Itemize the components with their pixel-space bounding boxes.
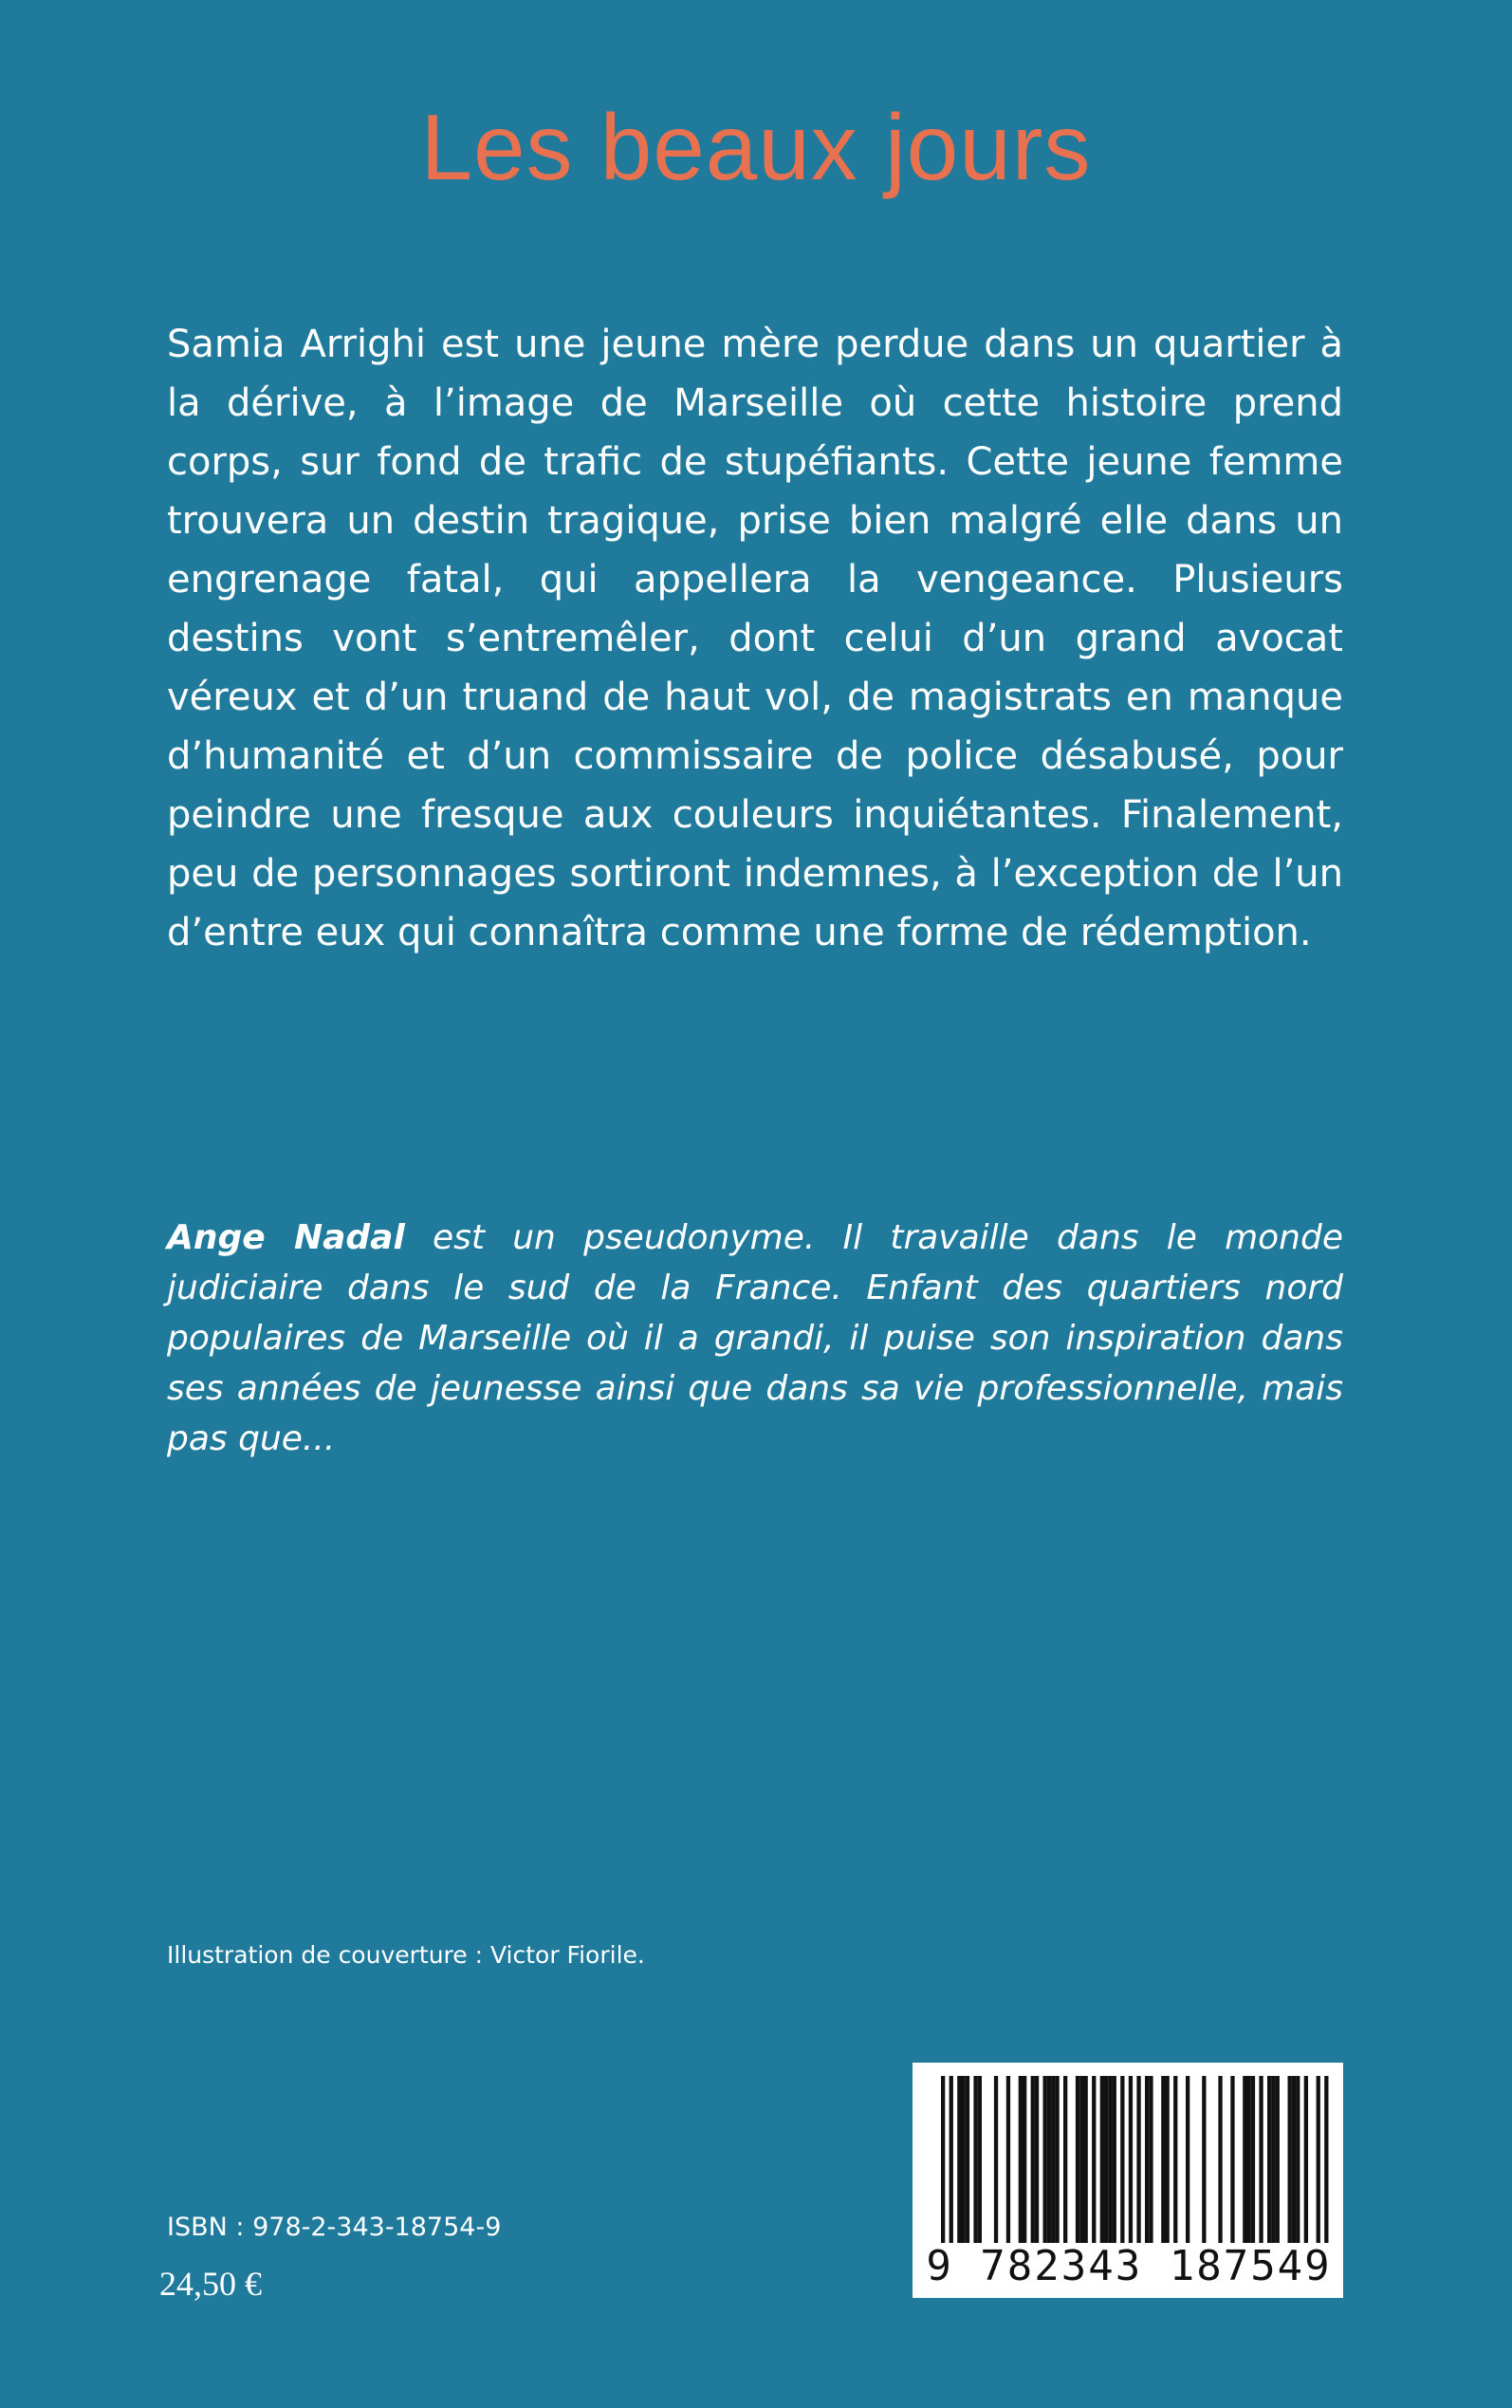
barcode-bar — [994, 2076, 998, 2247]
barcode-bar — [1100, 2076, 1104, 2247]
barcode-bar — [1218, 2076, 1222, 2247]
barcode-bar — [1271, 2076, 1275, 2247]
barcode-digits: 9 782343 187549 — [926, 2242, 1332, 2290]
barcode-bar — [1104, 2076, 1108, 2247]
barcode-bar — [1063, 2076, 1067, 2247]
barcode-bar — [1047, 2076, 1051, 2247]
barcode-bar — [941, 2076, 945, 2247]
barcode-bar — [1173, 2076, 1177, 2247]
barcode — [913, 2063, 1343, 2298]
barcode-bar — [1324, 2076, 1328, 2247]
barcode-bar — [1166, 2076, 1170, 2247]
author-name: Ange Nadal — [167, 1218, 405, 1257]
barcode-bar — [1292, 2076, 1296, 2247]
barcode-bar — [1243, 2076, 1246, 2247]
barcode-bar — [1276, 2076, 1280, 2247]
barcode-bar — [1076, 2076, 1079, 2247]
barcode-bar — [1051, 2076, 1055, 2247]
barcode-bar — [1259, 2076, 1263, 2247]
barcode-bar — [1288, 2076, 1292, 2247]
barcode-bar — [1108, 2076, 1112, 2247]
barcode-bar — [1023, 2076, 1026, 2247]
synopsis-text: Samia Arrighi est une jeune mère perdue dans un quartier à la dérive, à l’image de Marseille où cette histoire prend corps, sur fond de trafic de stupéfiants. Cette jeune femme trouvera un destin tragique, prise bien malgré elle dans un engrenage fatal, qui appellera la vengeance. Plusieurs destins vont s’entremêler, dont celui d’un grand avocat véreux et d’un truand de haut vol, de magistrats en manque d’humanité et d’un commissaire de police désabusé, pour peindre une fresque aux couleurs inquiétantes. Finalement, peu de personnages sortiront indemnes, à l’exception de l’un d’entre eux qui connaîtra comme une forme de rédemption. — [167, 323, 1343, 954]
barcode-bar — [1304, 2076, 1308, 2247]
barcode-bar — [1202, 2076, 1206, 2247]
barcode-bar — [1251, 2076, 1255, 2247]
barcode-bar — [1230, 2076, 1234, 2247]
barcode-bar — [1161, 2076, 1165, 2247]
barcode-bar — [973, 2076, 977, 2247]
barcode-bar — [1055, 2076, 1059, 2247]
barcode-bar — [1031, 2076, 1035, 2247]
barcode-bar — [1145, 2076, 1149, 2247]
barcode-bar — [966, 2076, 969, 2247]
barcode-bar — [1092, 2076, 1096, 2247]
author-bio — [167, 1213, 1343, 1464]
barcode-bar — [1019, 2076, 1023, 2247]
barcode-bar — [1120, 2076, 1124, 2247]
barcode-bar — [1006, 2076, 1010, 2247]
barcode-bar — [1035, 2076, 1039, 2247]
book-title: Les beaux jours — [420, 95, 1092, 199]
barcode-bar — [1267, 2076, 1271, 2247]
author-bio-text: est un pseudonyme. Il travaille dans le monde judiciaire dans le sud de la France. Enfant des quartiers nord populaires de Marseille où il a grandi, il puise son inspiration dans ses années de jeunesse ainsi que dans sa vie professionnelle, mais pas que... — [167, 1218, 1343, 1458]
barcode-bar — [1149, 2076, 1152, 2247]
barcode-bar — [950, 2076, 953, 2247]
barcode-bar — [1247, 2076, 1251, 2247]
barcode-bar — [1129, 2076, 1133, 2247]
barcode-bar — [978, 2076, 982, 2247]
barcode-bar — [1186, 2076, 1189, 2247]
barcode-bar — [1136, 2076, 1140, 2247]
barcode-bar — [957, 2076, 961, 2247]
barcode-bar — [1113, 2076, 1116, 2247]
barcode-bar — [962, 2076, 966, 2247]
barcode-bar — [1317, 2076, 1320, 2247]
barcode-bar — [1079, 2076, 1083, 2247]
barcode-bar — [1084, 2076, 1088, 2247]
isbn-number: ISBN : 978-2-343-18754-9 — [167, 2213, 502, 2242]
price: 24,50 € — [159, 2265, 262, 2303]
barcode-bar — [1296, 2076, 1300, 2247]
illustration-credit: Illustration de couverture : Victor Fiorile. — [167, 1941, 645, 1969]
barcode-bar — [1043, 2076, 1047, 2247]
